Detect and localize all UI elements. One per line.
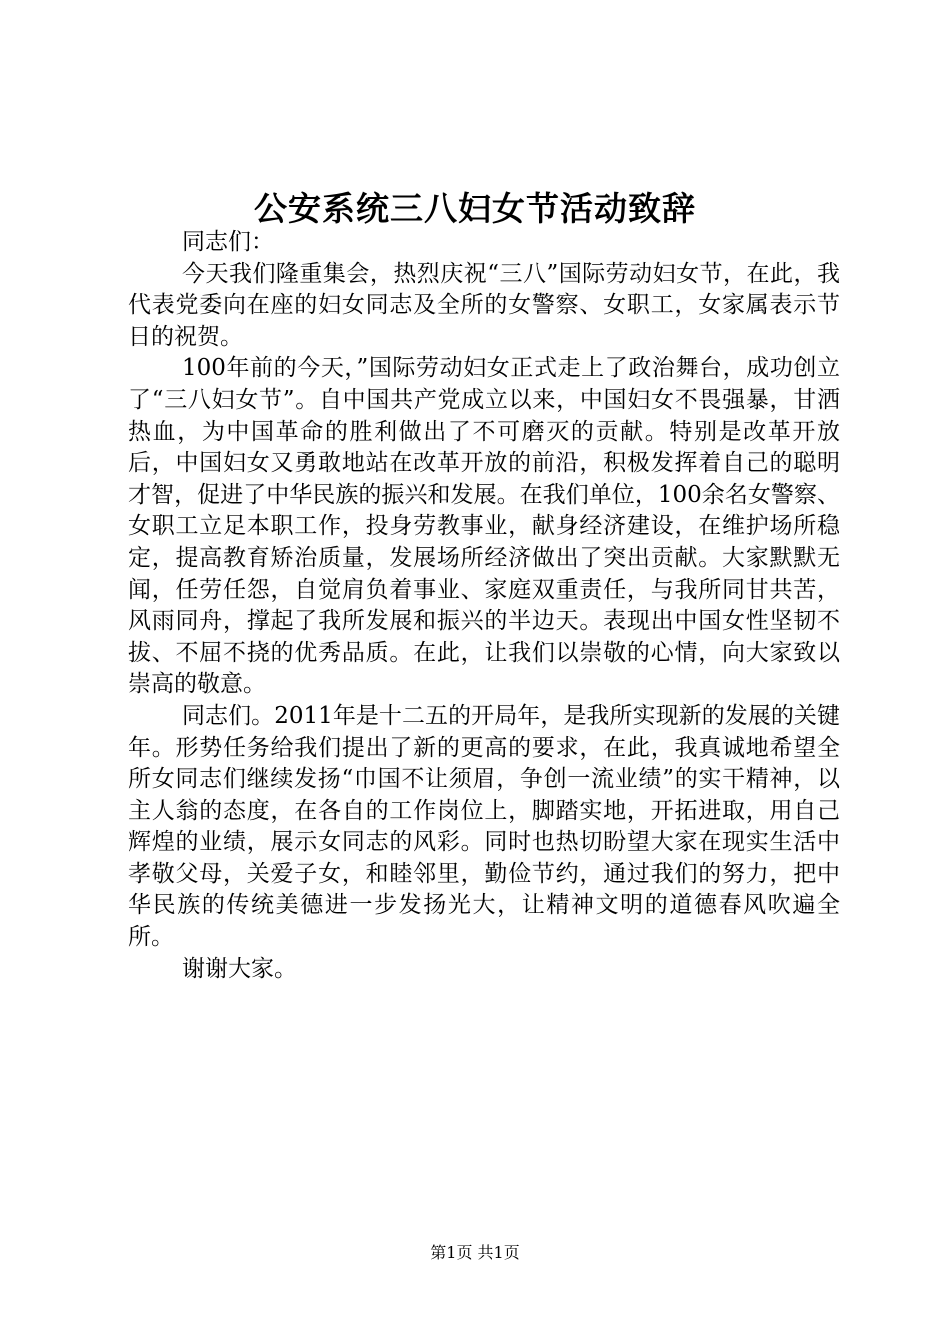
page-number-footer: 第1页 共1页: [430, 1243, 520, 1262]
history-paragraph: 100年前的今天，”国际劳动妇女正式走上了政治舞台，成功创立了“三八妇女节”。自中国共产党成立以来，中国妇女不畏强暴，甘洒热血，为中国革命的胜利做出了不可磨灭的贡献。特别是改革开放后，中国妇女又勇敢地站在改革开放的前沿，积极发挥着自己的聪明才智，促进了中华民族的振兴和发展。在我们单位，100余名女警察、女职工立足本职工作，投身劳教事业，献身经济建设，在维护场所稳定，提高教育矫治质量，发展场所经济做出了突出贡献。大家默默无闻，任劳任怨，自觉肩负着事业、家庭双重责任，与我所同甘共苦，风雨同舟，撑起了我所发展和振兴的半边天。表现出中国女性坚韧不拔、不屈不挠的优秀品质。在此，让我们以崇敬的心情，向大家致以崇高的敬意。: [128, 355, 840, 698]
document-title: 公安系统三八妇女节活动致辞: [254, 189, 696, 228]
greeting-paragraph: 今天我们隆重集会，热烈庆祝“三八”国际劳动妇女节，在此，我代表党委向在座的妇女同志及全所的女警察、女职工，女家属表示节日的祝贺。: [128, 260, 840, 350]
outlook-paragraph: 同志们。2011年是十二五的开局年，是我所实现新的发展的关键年。形势任务给我们提出了新的更高的要求，在此，我真诚地希望全所女同志们继续发扬“巾国不让须眉，争创一流业绩”的实干精神，以主人翁的态度，在各自的工作岗位上，脚踏实地，开拓进取，用自己辉煌的业绩，展示女同志的风彩。同时也热切盼望大家在现实生活中孝敬父母，关爱子女，和睦邻里，勤俭节约，通过我们的努力，把中华民族的传统美德进一步发扬光大，让精神文明的道德春风吹遍全所。: [128, 702, 840, 951]
closing-paragraph: 谢谢大家。: [182, 955, 297, 982]
salutation-paragraph: 同志们：: [182, 229, 274, 255]
document-body: [128, 227, 840, 985]
